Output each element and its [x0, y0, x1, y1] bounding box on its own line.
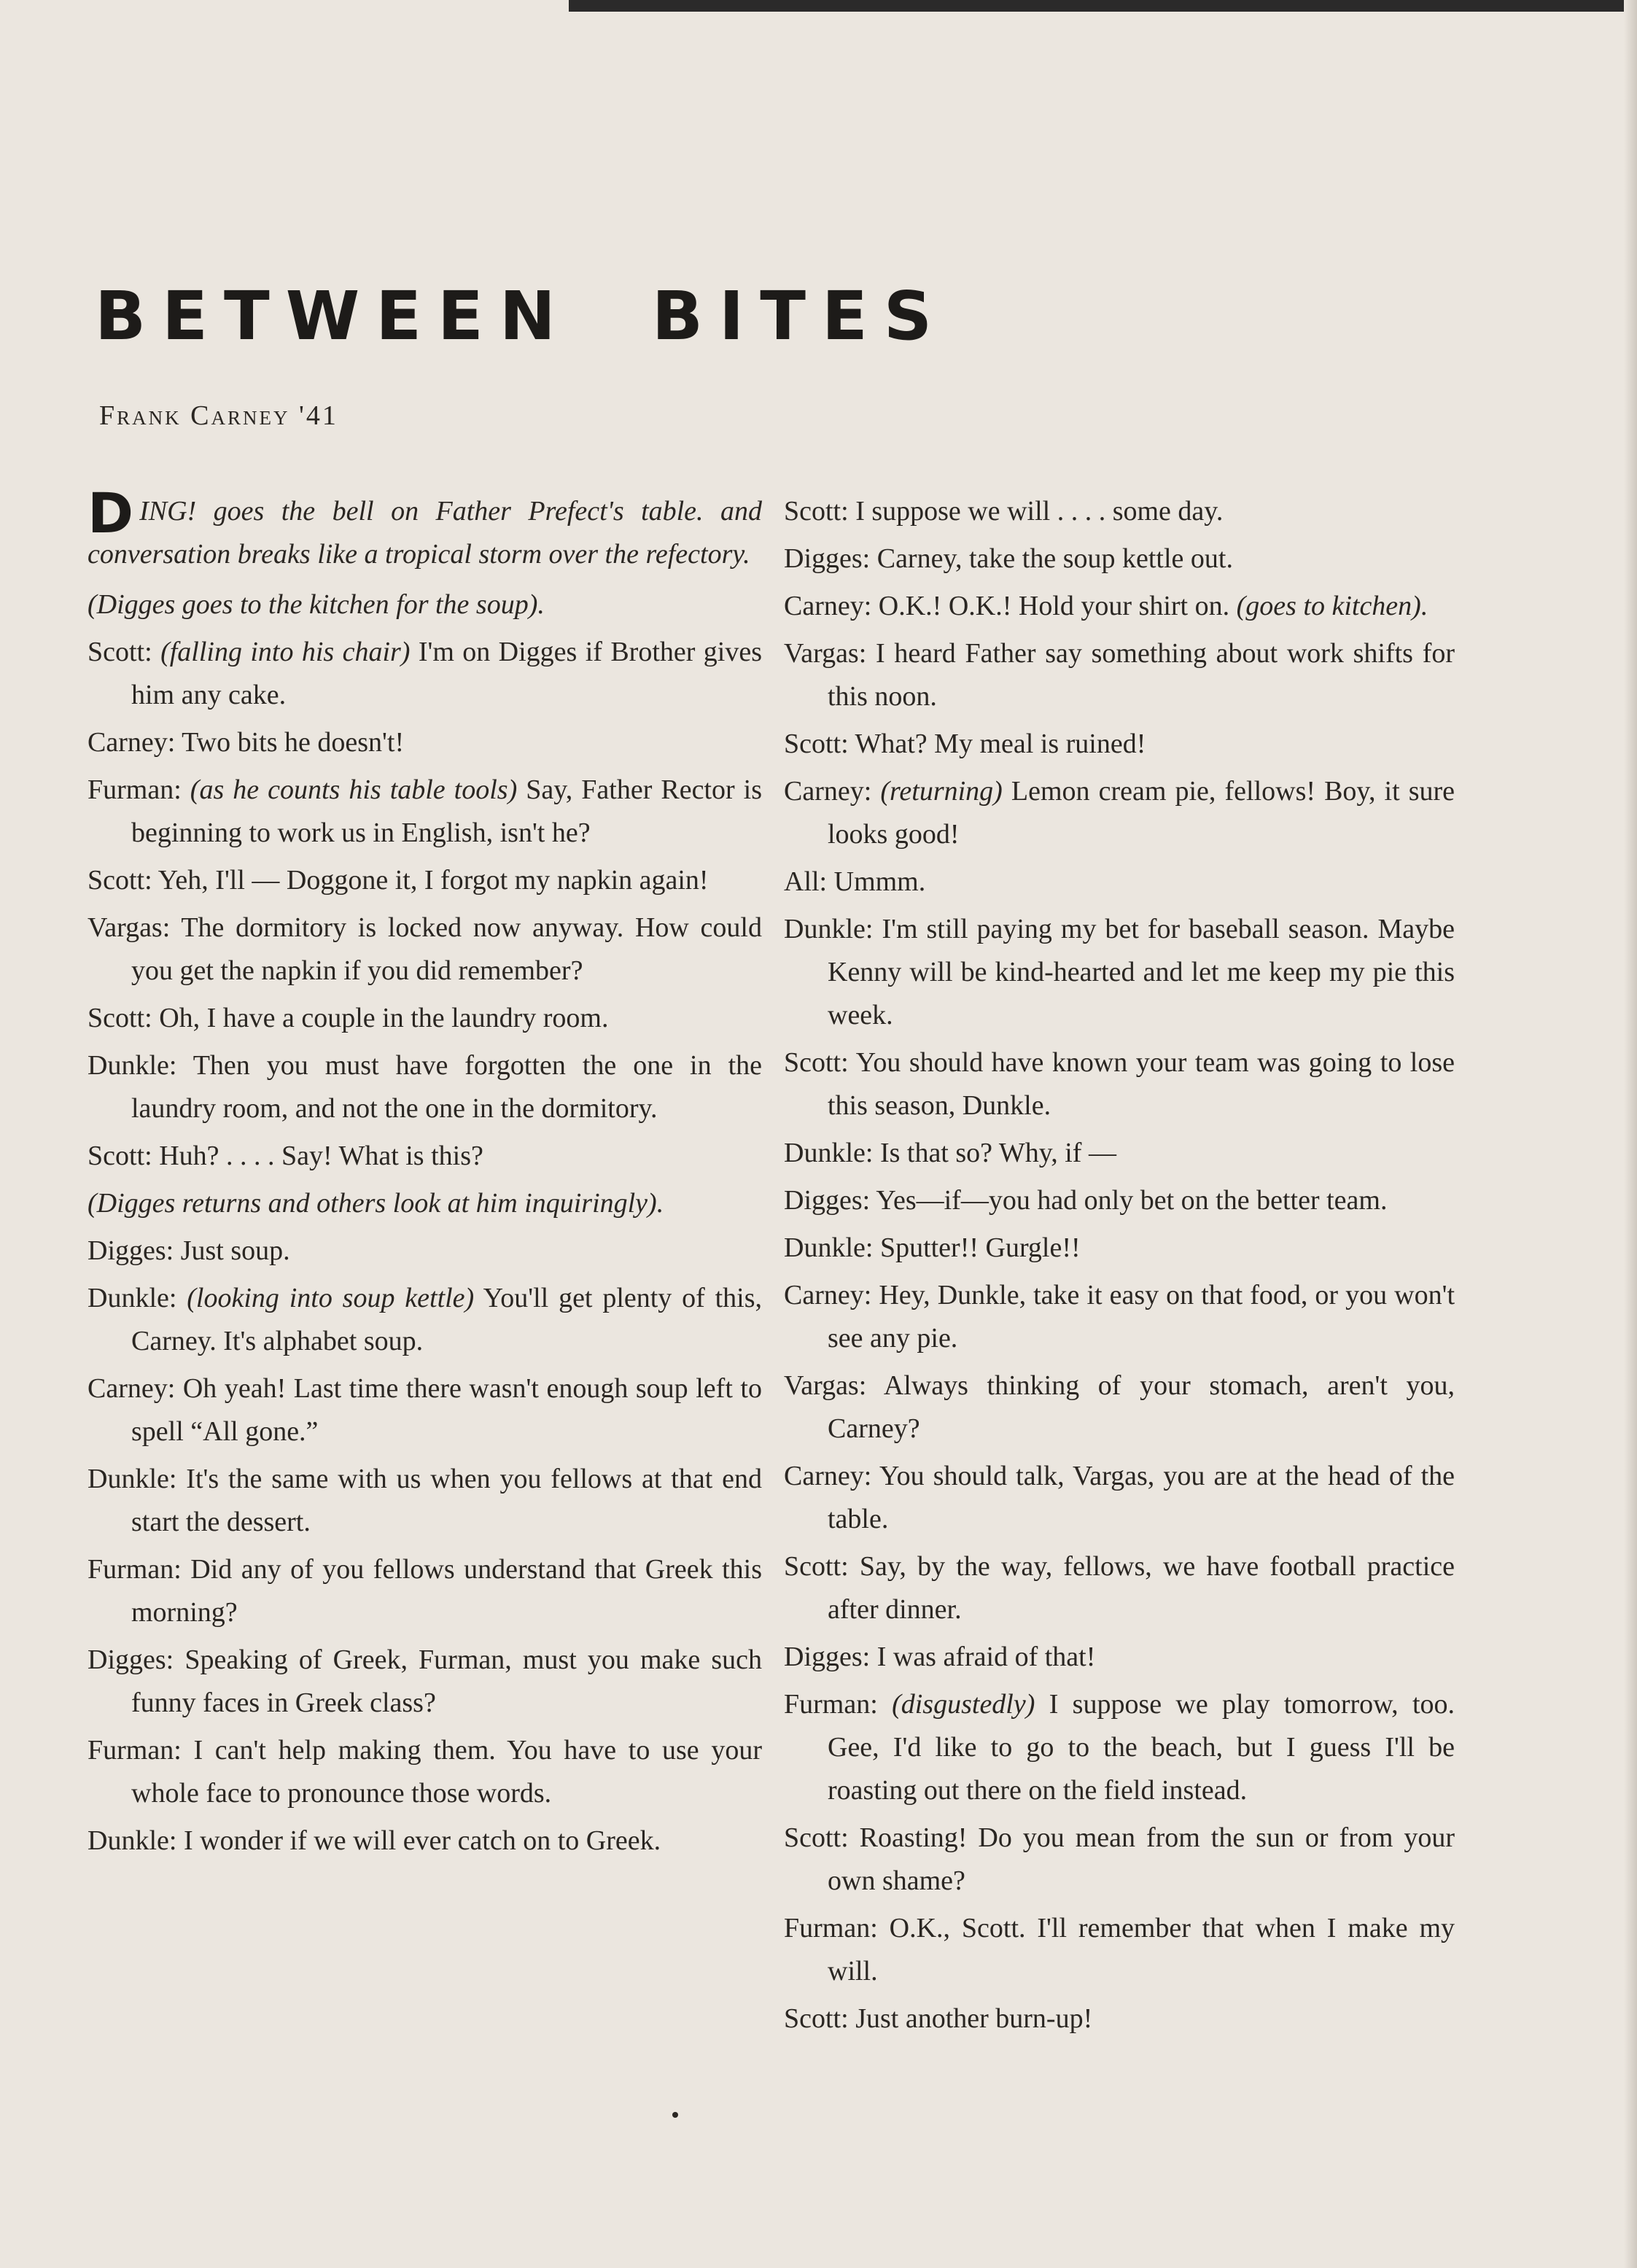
- speaker-name: Carney:: [784, 1280, 872, 1310]
- dialogue-text: Huh? . . . . Say! What is this?: [159, 1141, 483, 1171]
- stage-direction: (as he counts his table tools): [190, 774, 518, 805]
- dialogue-text: Hey, Dunkle, take it easy on that food, or you won't see any pie.: [828, 1280, 1455, 1354]
- dialogue-line: [784, 1179, 1455, 1222]
- dialogue-line: [784, 1041, 1455, 1127]
- dialogue-line: [88, 1277, 762, 1363]
- dialogue-text: I wonder if we will ever catch on to Greek.: [183, 1825, 661, 1856]
- dialogue-text: Oh yeah! Last time there wasn't enough soup left to spell “All gone.”: [131, 1373, 762, 1447]
- speaker-name: Scott:: [784, 2003, 849, 2034]
- dialogue-line: [88, 481, 762, 576]
- stage-direction: (Digges goes to the kitchen for the soup).: [88, 589, 545, 620]
- speaker-name: Carney:: [784, 591, 872, 621]
- dialogue-line: [784, 1817, 1455, 1903]
- dialogue-text: Lemon cream pie, fellows! Boy, it sure looks good!: [828, 776, 1455, 850]
- dialogue-line: [784, 723, 1455, 766]
- dialogue-line: [784, 1907, 1455, 1993]
- dialogue-text: Say, Father Rector is beginning to work us in English, isn't he?: [131, 774, 763, 848]
- dialogue-line: [88, 1044, 762, 1130]
- dialogue-line: [88, 997, 762, 1040]
- dialogue-text: I'm on Digges if Brother gives him any cake.: [131, 637, 762, 710]
- dialogue-text: I'm still paying my bet for baseball season. Maybe Kenny will be kind-hearted and let me keep my pie this week.: [828, 914, 1455, 1030]
- dialogue-line: [784, 1997, 1455, 2040]
- dialogue-line: [784, 908, 1455, 1037]
- speaker-name: Dunkle:: [784, 1138, 874, 1168]
- left-column: [88, 481, 763, 1867]
- speaker-name: Digges:: [784, 1642, 871, 1672]
- dialogue-text: Just another burn-up!: [855, 2003, 1093, 2034]
- speaker-name: Scott:: [88, 1003, 152, 1033]
- dialogue-line: [88, 1230, 762, 1273]
- dialogue-line: [88, 1135, 762, 1178]
- dialogue-line: [88, 1729, 762, 1815]
- speaker-name: Dunkle:: [88, 1825, 177, 1856]
- dialogue-line: [88, 1458, 762, 1544]
- dialogue-line: [88, 1367, 762, 1453]
- drop-cap: D: [88, 481, 134, 545]
- dialogue-text: Say, by the way, fellows, we have football practice after dinner.: [828, 1551, 1455, 1625]
- speaker-name: Dunkle:: [88, 1464, 177, 1494]
- stage-direction: (returning): [880, 776, 1003, 807]
- speaker-name: Scott:: [784, 1047, 849, 1078]
- stage-direction: (disgustedly): [892, 1689, 1035, 1720]
- dialogue-line: [784, 1227, 1455, 1270]
- dialogue-line: [784, 1364, 1455, 1450]
- dialogue-line: [88, 1182, 762, 1225]
- dialogue-line: [88, 583, 762, 626]
- speaker-name: Digges:: [88, 1235, 174, 1266]
- dialogue-line: [88, 721, 762, 764]
- dialogue-text: I was afraid of that!: [876, 1642, 1096, 1672]
- dialogue-text: Carney, take the soup kettle out.: [876, 543, 1233, 574]
- dialogue-text: You'll get plenty of this, Carney. It's alphabet soup.: [131, 1283, 763, 1356]
- dialogue-text: Did any of you fellows understand that Greek this morning?: [131, 1554, 763, 1628]
- dialogue-line: [784, 585, 1455, 628]
- page-edge-shadow: [1624, 0, 1637, 2268]
- title-word-1: BETWEEN: [95, 277, 572, 355]
- dialogue-text: You should have known your team was going to lose this season, Dunkle.: [828, 1047, 1455, 1121]
- dialogue-text: Is that so? Why, if —: [879, 1138, 1116, 1168]
- article-title: [95, 277, 970, 355]
- dialogue-line: [88, 769, 762, 855]
- speaker-name: Scott:: [88, 637, 152, 667]
- dialogue-line: [88, 1548, 762, 1634]
- dialogue-line: [88, 1639, 762, 1725]
- speaker-name: Vargas:: [784, 638, 867, 669]
- dialogue-line: [88, 631, 762, 717]
- dialogue-line: [784, 537, 1455, 580]
- dialogue-text: O.K.! O.K.! Hold your shirt on.: [878, 591, 1230, 621]
- dialogue-line: [784, 1636, 1455, 1679]
- dialogue-line: [784, 632, 1455, 718]
- speaker-name: Digges:: [784, 543, 871, 574]
- dialogue-text: Yes—if—you had only bet on the better team.: [876, 1185, 1388, 1216]
- dialogue-line: [784, 1455, 1455, 1541]
- page-dot: [672, 2112, 678, 2118]
- dialogue-text: I suppose we play tomorrow, too. Gee, I'd like to go to the beach, but I guess I'll be roasting out there on the field instead.: [828, 1689, 1455, 1806]
- dialogue-text: The dormitory is locked now anyway. How could you get the napkin if you did remember?: [131, 912, 762, 986]
- dialogue-text: Oh, I have a couple in the laundry room.: [159, 1003, 609, 1033]
- dialogue-text: O.K., Scott. I'll remember that when I make my will.: [828, 1913, 1455, 1987]
- dialogue-line: [784, 490, 1455, 533]
- dialogue-line: [784, 1683, 1455, 1812]
- dialogue-text: What? My meal is ruined!: [855, 729, 1146, 759]
- dialogue-text: Ummm.: [833, 866, 926, 897]
- dialogue-text: I heard Father say something about work shifts for this noon.: [828, 638, 1455, 712]
- speaker-name: All:: [784, 866, 828, 897]
- dialogue-line: [784, 1545, 1455, 1631]
- dialogue-line: [784, 1274, 1455, 1360]
- dialogue-text: Roasting! Do you mean from the sun or from your own shame?: [828, 1822, 1455, 1896]
- stage-direction: ING! goes the bell on Father Prefect's table. and conversation breaks like a tropical storm over the refectory.: [88, 496, 762, 570]
- dialogue-text: Always thinking of your stomach, aren't you, Carney?: [828, 1370, 1455, 1444]
- dialogue-text: Speaking of Greek, Furman, must you make such funny faces in Greek class?: [131, 1644, 763, 1718]
- speaker-name: Carney:: [88, 727, 176, 758]
- dialogue-text: Two bits he doesn't!: [182, 727, 405, 758]
- dialogue-text: I can't help making them. You have to use your whole face to pronounce those words.: [131, 1735, 762, 1809]
- speaker-name: Carney:: [88, 1373, 176, 1404]
- dialogue-text: Yeh, I'll — Doggone it, I forgot my napkin again!: [158, 865, 709, 896]
- speaker-name: Vargas:: [88, 912, 171, 943]
- dialogue-text: You should talk, Vargas, you are at the head of the table.: [828, 1461, 1455, 1534]
- speaker-name: Carney:: [784, 776, 872, 807]
- right-column: [784, 490, 1455, 2045]
- scan-top-edge: [569, 0, 1637, 12]
- speaker-name: Dunkle:: [784, 914, 874, 944]
- dialogue-line: [784, 770, 1455, 856]
- stage-direction: (looking into soup kettle): [187, 1283, 475, 1313]
- speaker-name: Dunkle:: [88, 1050, 177, 1081]
- title-word-2: BITES: [651, 277, 949, 355]
- speaker-name: Scott:: [88, 1141, 152, 1171]
- speaker-name: Furman:: [88, 1554, 182, 1585]
- dialogue-line: [784, 1132, 1455, 1175]
- speaker-name: Digges:: [88, 1644, 174, 1675]
- speaker-name: Furman:: [784, 1689, 878, 1720]
- stage-direction: (Digges returns and others look at him inquiringly).: [88, 1188, 664, 1219]
- dialogue-text: It's the same with us when you fellows at that end start the dessert.: [131, 1464, 763, 1537]
- speaker-name: Furman:: [88, 774, 182, 805]
- speaker-name: Dunkle:: [784, 1232, 874, 1263]
- dialogue-line: [88, 859, 762, 902]
- speaker-name: Carney:: [784, 1461, 872, 1491]
- dialogue-line: [88, 906, 762, 993]
- dialogue-text: Sputter!! Gurgle!!: [879, 1232, 1081, 1263]
- dialogue-text: Then you must have forgotten the one in the laundry room, and not the one in the dormitory.: [131, 1050, 762, 1124]
- speaker-name: Vargas:: [784, 1370, 867, 1401]
- stage-direction: (falling into his chair): [160, 637, 411, 667]
- speaker-name: Furman:: [88, 1735, 182, 1766]
- dialogue-text: Just soup.: [180, 1235, 290, 1266]
- speaker-name: Furman:: [784, 1913, 878, 1943]
- speaker-name: Scott:: [784, 1551, 849, 1582]
- speaker-name: Dunkle:: [88, 1283, 177, 1313]
- stage-direction: (goes to kitchen).: [1236, 591, 1428, 621]
- dialogue-line: [88, 1820, 762, 1863]
- speaker-name: Scott:: [88, 865, 152, 896]
- author-byline: Frank Carney '41: [99, 400, 338, 431]
- dialogue-text: I suppose we will . . . . some day.: [855, 496, 1224, 527]
- speaker-name: Scott:: [784, 729, 849, 759]
- dialogue-line: [784, 861, 1455, 904]
- speaker-name: Digges:: [784, 1185, 871, 1216]
- speaker-name: Scott:: [784, 1822, 849, 1853]
- speaker-name: Scott:: [784, 496, 849, 527]
